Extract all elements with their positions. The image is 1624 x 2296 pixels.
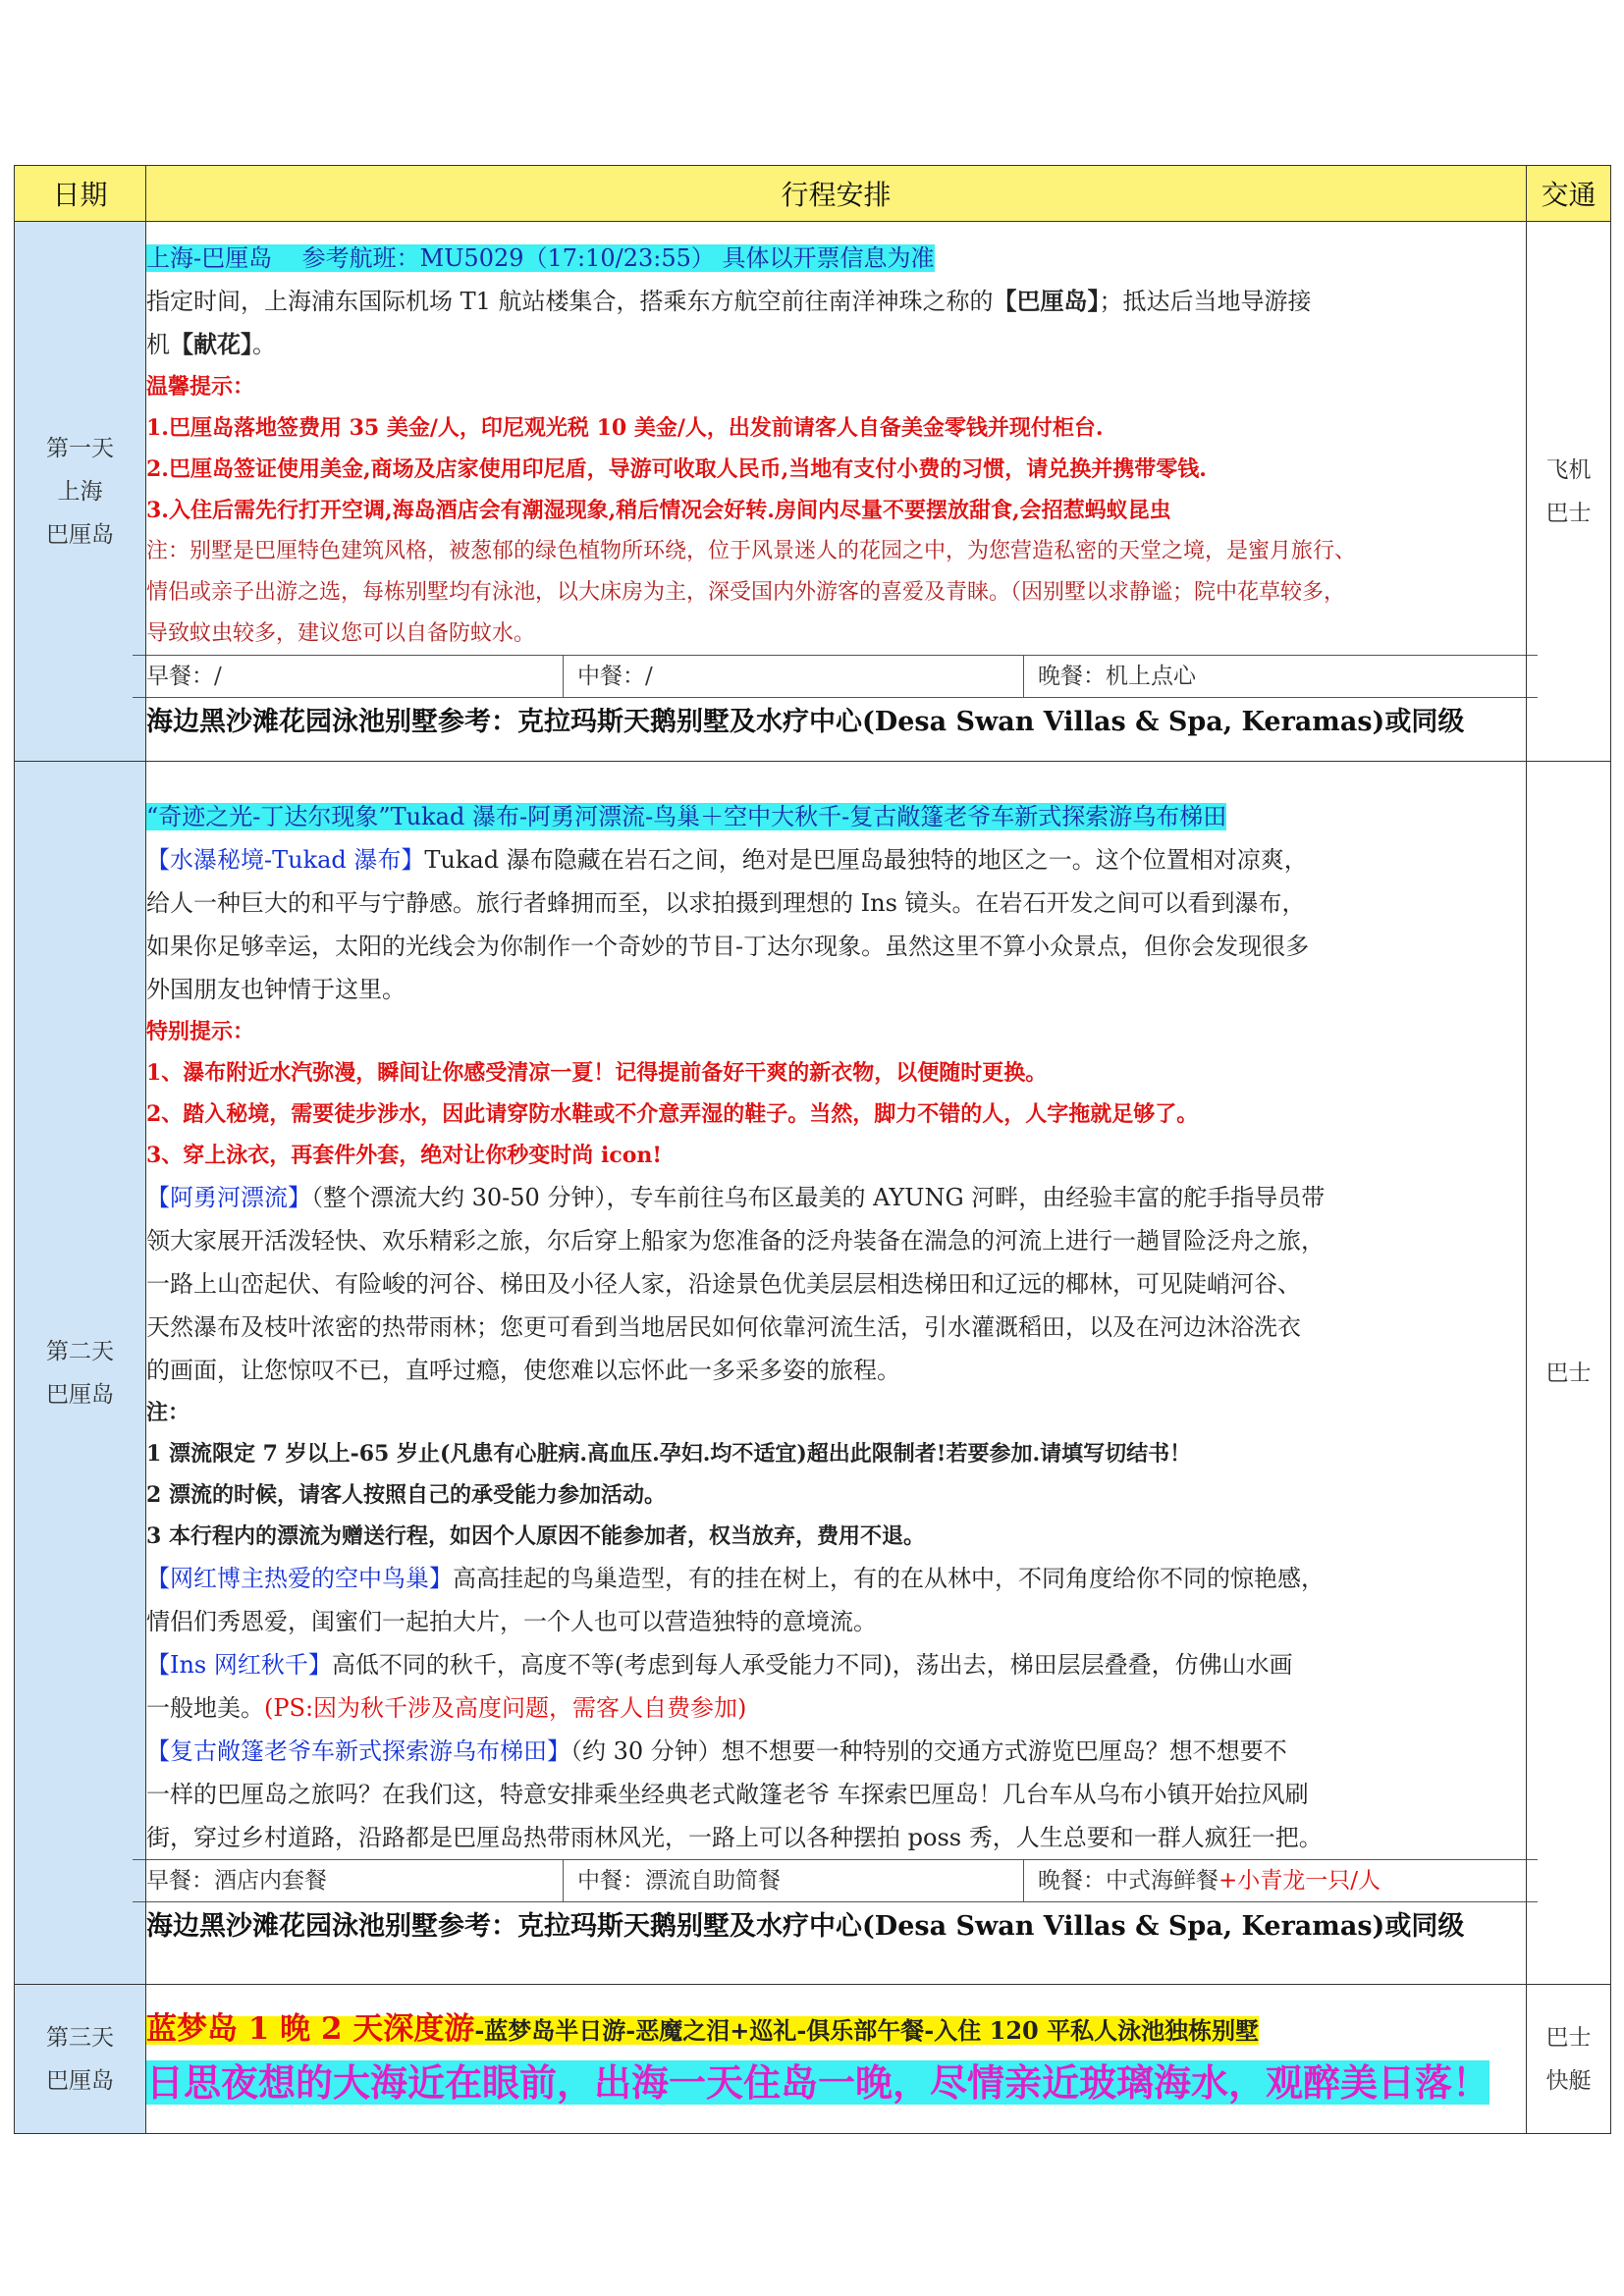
day1-transport-2: 巴士 [1545,500,1592,526]
day1-lunch: 中餐：/ [564,656,1024,697]
day2-rafting-head: 【阿勇河漂流】 [146,1183,311,1211]
day1-place-1: 上海 [57,478,103,505]
day3-transport [1527,1985,1611,2134]
day1-transport-1: 飞机 [1545,456,1592,483]
day2-tukad-para [146,838,1526,1011]
day1-meals [133,655,1538,697]
day3-slogan: 日思夜想的大海近在眼前，出海一天住岛一晚，尽情亲近玻璃海水，观醉美日落！ [146,2059,1490,2105]
day2-transport [1527,762,1611,1985]
day2-nest-line-2: 情侣们秀恩爱，闺蜜们一起拍大片，一个人也可以营造独特的意境流。 [146,1607,877,1635]
day2-label-cell [15,762,146,1985]
day2-tukad-line-3: 如果你足够幸运，太阳的光线会为你制作一个奇妙的节目-丁达尔现象。虽然这里不算小众景点，但你会发现很多 [146,932,1310,960]
day1-tip-3: 3.入住后需先行打开空调,海岛酒店会有潮湿现象,稍后情况会好转.房间内尽量不要摆放甜食,会招惹蚂蚁昆虫 [146,497,1171,523]
day3-place-1: 巴厘岛 [46,2067,114,2094]
day2-nest-para [146,1557,1526,1643]
day1-note-1: 注：别墅是巴厘特色建筑风格，被葱郁的绿色植物所环绕，位于风景迷人的花园之中，为您营造私密的天堂之境，是蜜月旅行、 [146,538,1357,563]
day2-rafting-line-2: 领大家展开活泼轻快、欢乐精彩之旅，尔后穿上船家为您准备的泛舟装备在湍急的河流上进行一趟冒险泛舟之旅， [146,1226,1325,1255]
header-row [15,166,1611,222]
day2-car-head: 【复古敞篷老爷车新式探索游乌布梯田】 [146,1736,570,1765]
day1-content [146,222,1527,762]
day3-label: 第三天 [46,2024,114,2051]
day2-rafting-line-3: 一路上山峦起伏、有险峻的河谷、梯田及小径人家，沿途景色优美层层相迭梯田和辽远的椰林，可见陡峭河谷、 [146,1269,1301,1298]
day2-tukad-line-4: 外国朋友也钟情于这里。 [146,975,406,1003]
day2-dinner-extra: +小青龙一只/人 [1218,1867,1381,1894]
day2-note-2: 2 漂流的时候，请客人按照自己的承受能力参加活动。 [146,1481,666,1508]
day2-lunch: 中餐：漂流自助简餐 [564,1860,1024,1901]
day1-transport [1527,222,1611,762]
day3-transport-1: 巴士 [1545,2024,1592,2051]
day2-car-para [146,1730,1526,1859]
day2-meals [133,1859,1538,1901]
day2-swing-ps: (PS:因为秋千涉及高度问题，需客人自费参加) [264,1693,747,1722]
day2-tukad-line-1: Tukad 瀑布隐藏在岩石之间，绝对是巴厘岛最独特的地区之一。这个位置相对凉爽， [424,845,1308,874]
day1-intro-a: 指定时间，上海浦东国际机场 T1 航站楼集合，搭乘东方航空前往南洋神珠之称的 [146,287,994,315]
day2-swing-line-1: 高低不同的秋千，高度不等(考虑到每人承受能力不同)，荡出去，梯田层层叠叠，仿佛山水画 [331,1650,1293,1679]
day2-swing-para [146,1643,1526,1730]
day1-breakfast: 早餐：/ [133,656,564,697]
day2-rafting-line-1: （整个漂流大约 30-50 分钟），专车前往乌布区最美的 AYUNG 河畔，由经验丰富的舵手指导员带 [311,1183,1326,1211]
day1-label: 第一天 [46,435,114,461]
day3-title-rest: -蓝梦岛半日游-恶魔之泪+巡礼-俱乐部午餐-入住 120 平私人泳池独栋别墅 [474,2015,1260,2045]
day1-note-2: 情侣或亲子出游之选，每栋别墅均有泳池，以大床房为主，深受国内外游客的喜爱及青睐。（因别墅以求静谧；院中花草较多， [146,579,1346,605]
day2-car-line-1: （约 30 分钟）想不想要一种特别的交通方式游览巴厘岛？想不想要不 [570,1736,1287,1765]
day2-breakfast: 早餐：酒店内套餐 [133,1860,564,1901]
day2-row [15,762,1611,1985]
day2-title: “奇迹之光-丁达尔现象”Tukad 瀑布-阿勇河漂流-鸟巢＋空中大秋千-复古敞篷老爷车新式探索游乌布梯田 [146,802,1227,830]
day2-rafting-line-4: 天然瀑布及枝叶浓密的热带雨林；您更可看到当地居民如何依靠河流生活，引水灌溉稻田，以及在河边沐浴洗衣 [146,1312,1301,1341]
day2-nest-head: 【网红博主热爱的空中鸟巢】 [146,1564,453,1592]
day2-rafting-para [146,1176,1526,1392]
day2-special-1: 1、瀑布附近水汽弥漫，瞬间让你感受清凉一夏！记得提前备好干爽的新衣物，以便随时更换。 [146,1059,1048,1086]
day2-place-1: 巴厘岛 [46,1381,114,1408]
day1-title: 上海-巴厘岛 参考航班：MU5029（17:10/23:55） 具体以开票信息为准 [146,243,935,272]
day1-intro-flower: 【献花】 [170,329,252,358]
day2-car-line-2: 一样的巴厘岛之旅吗？在我们这，特意安排乘坐经典老式敞篷老爷 车探索巴厘岛！几台车从乌布小镇开始拉风刷 [146,1780,1309,1808]
day3-title [146,2010,1260,2047]
day1-row [15,222,1611,762]
day1-hotel: 海边黑沙滩花园泳池别墅参考：克拉玛斯天鹅别墅及水疗中心(Desa Swan Villas & Spa, Keramas)或同级 [133,697,1538,747]
day3-label-cell [15,1985,146,2134]
day3-content [146,1985,1527,2134]
header-schedule: 行程安排 [146,166,1527,222]
day2-hotel: 海边黑沙滩花园泳池别墅参考：克拉玛斯天鹅别墅及水疗中心(Desa Swan Villas & Spa, Keramas)或同级 [133,1901,1538,1951]
day2-note-3: 3 本行程内的漂流为赠送行程，如因个人原因不能参加者，权当放弃，费用不退。 [146,1522,925,1549]
day2-swing-line-2: 一般地美。 [146,1693,264,1722]
day2-swing-head: 【Ins 网红秋千】 [146,1650,332,1679]
day2-car-line-3: 街，穿过乡村道路，沿路都是巴厘岛热带雨林风光，一路上可以各种摆拍 poss 秀，人生总要和一群人疯狂一把。 [146,1823,1323,1851]
day1-intro-bali: 【巴厘岛】 [993,286,1100,315]
day3-row [15,1985,1611,2134]
day1-place-2: 巴厘岛 [46,521,114,548]
day3-transport-2: 快艇 [1545,2067,1592,2094]
day2-tukad-head: 【水瀑秘境-Tukad 瀑布】 [146,845,425,874]
day2-tukad-line-2: 给人一种巨大的和平与宁静感。旅行者蜂拥而至，以求拍摄到理想的 Ins 镜头。在岩石开发之间可以看到瀑布， [146,888,1306,917]
day1-intro-c: ；抵达后当地导游接 [1099,287,1312,315]
day1-tips-title: 温馨提示： [146,373,255,400]
day3-title-red: 蓝梦岛 1 晚 2 天深度游 [146,2010,475,2047]
day2-dinner-main: 晚餐：中式海鲜餐 [1038,1867,1218,1894]
itinerary-table [14,165,1611,2134]
day2-note-title: 注： [146,1399,190,1425]
day1-intro [146,280,1526,366]
day2-note-1: 1 漂流限定 7 岁以上-65 岁止(凡患有心脏病.高血压.孕妇.均不适宜)超出此限制者!若要参加.请填写切结书！ [146,1440,1192,1467]
day1-label-cell [15,222,146,762]
day1-tip-2: 2.巴厘岛签证使用美金,商场及店家使用印尼盾，导游可收取人民币,当地有支付小费的习惯，请兑换并携带零钱. [146,455,1207,482]
day1-dinner: 晚餐：机上点心 [1038,663,1196,689]
day2-transport-1: 巴士 [1545,1360,1592,1386]
day2-special-2: 2、踏入秘境，需要徒步涉水，因此请穿防水鞋或不介意弄湿的鞋子。当然，脚力不错的人，人字拖就足够了。 [146,1100,1199,1127]
day1-intro-f: 。 [252,330,276,358]
day2-special-3: 3、穿上泳衣，再套件外套，绝对让你秒变时尚 icon! [146,1142,663,1168]
header-date: 日期 [15,166,146,222]
day2-label: 第二天 [46,1338,114,1364]
day2-nest-line-1: 高高挂起的鸟巢造型，有的挂在树上，有的在从林中，不同角度给你不同的惊艳感， [453,1564,1325,1592]
day2-dinner [1024,1860,1394,1901]
day1-tip-1: 1.巴厘岛落地签费用 35 美金/人，印尼观光税 10 美金/人，出发前请客人自备美金零钱并现付柜台. [146,414,1104,441]
day2-special-title: 特别提示： [146,1018,255,1044]
day2-rafting-line-5: 的画面，让您惊叹不已，直呼过瘾，使您难以忘怀此一多采多姿的旅程。 [146,1356,900,1384]
day1-note-3: 导致蚊虫较多，建议您可以自备防蚊水。 [146,620,536,646]
header-transport: 交通 [1527,166,1611,222]
day1-intro-d: 机 [146,330,170,358]
day2-content [146,762,1527,1985]
